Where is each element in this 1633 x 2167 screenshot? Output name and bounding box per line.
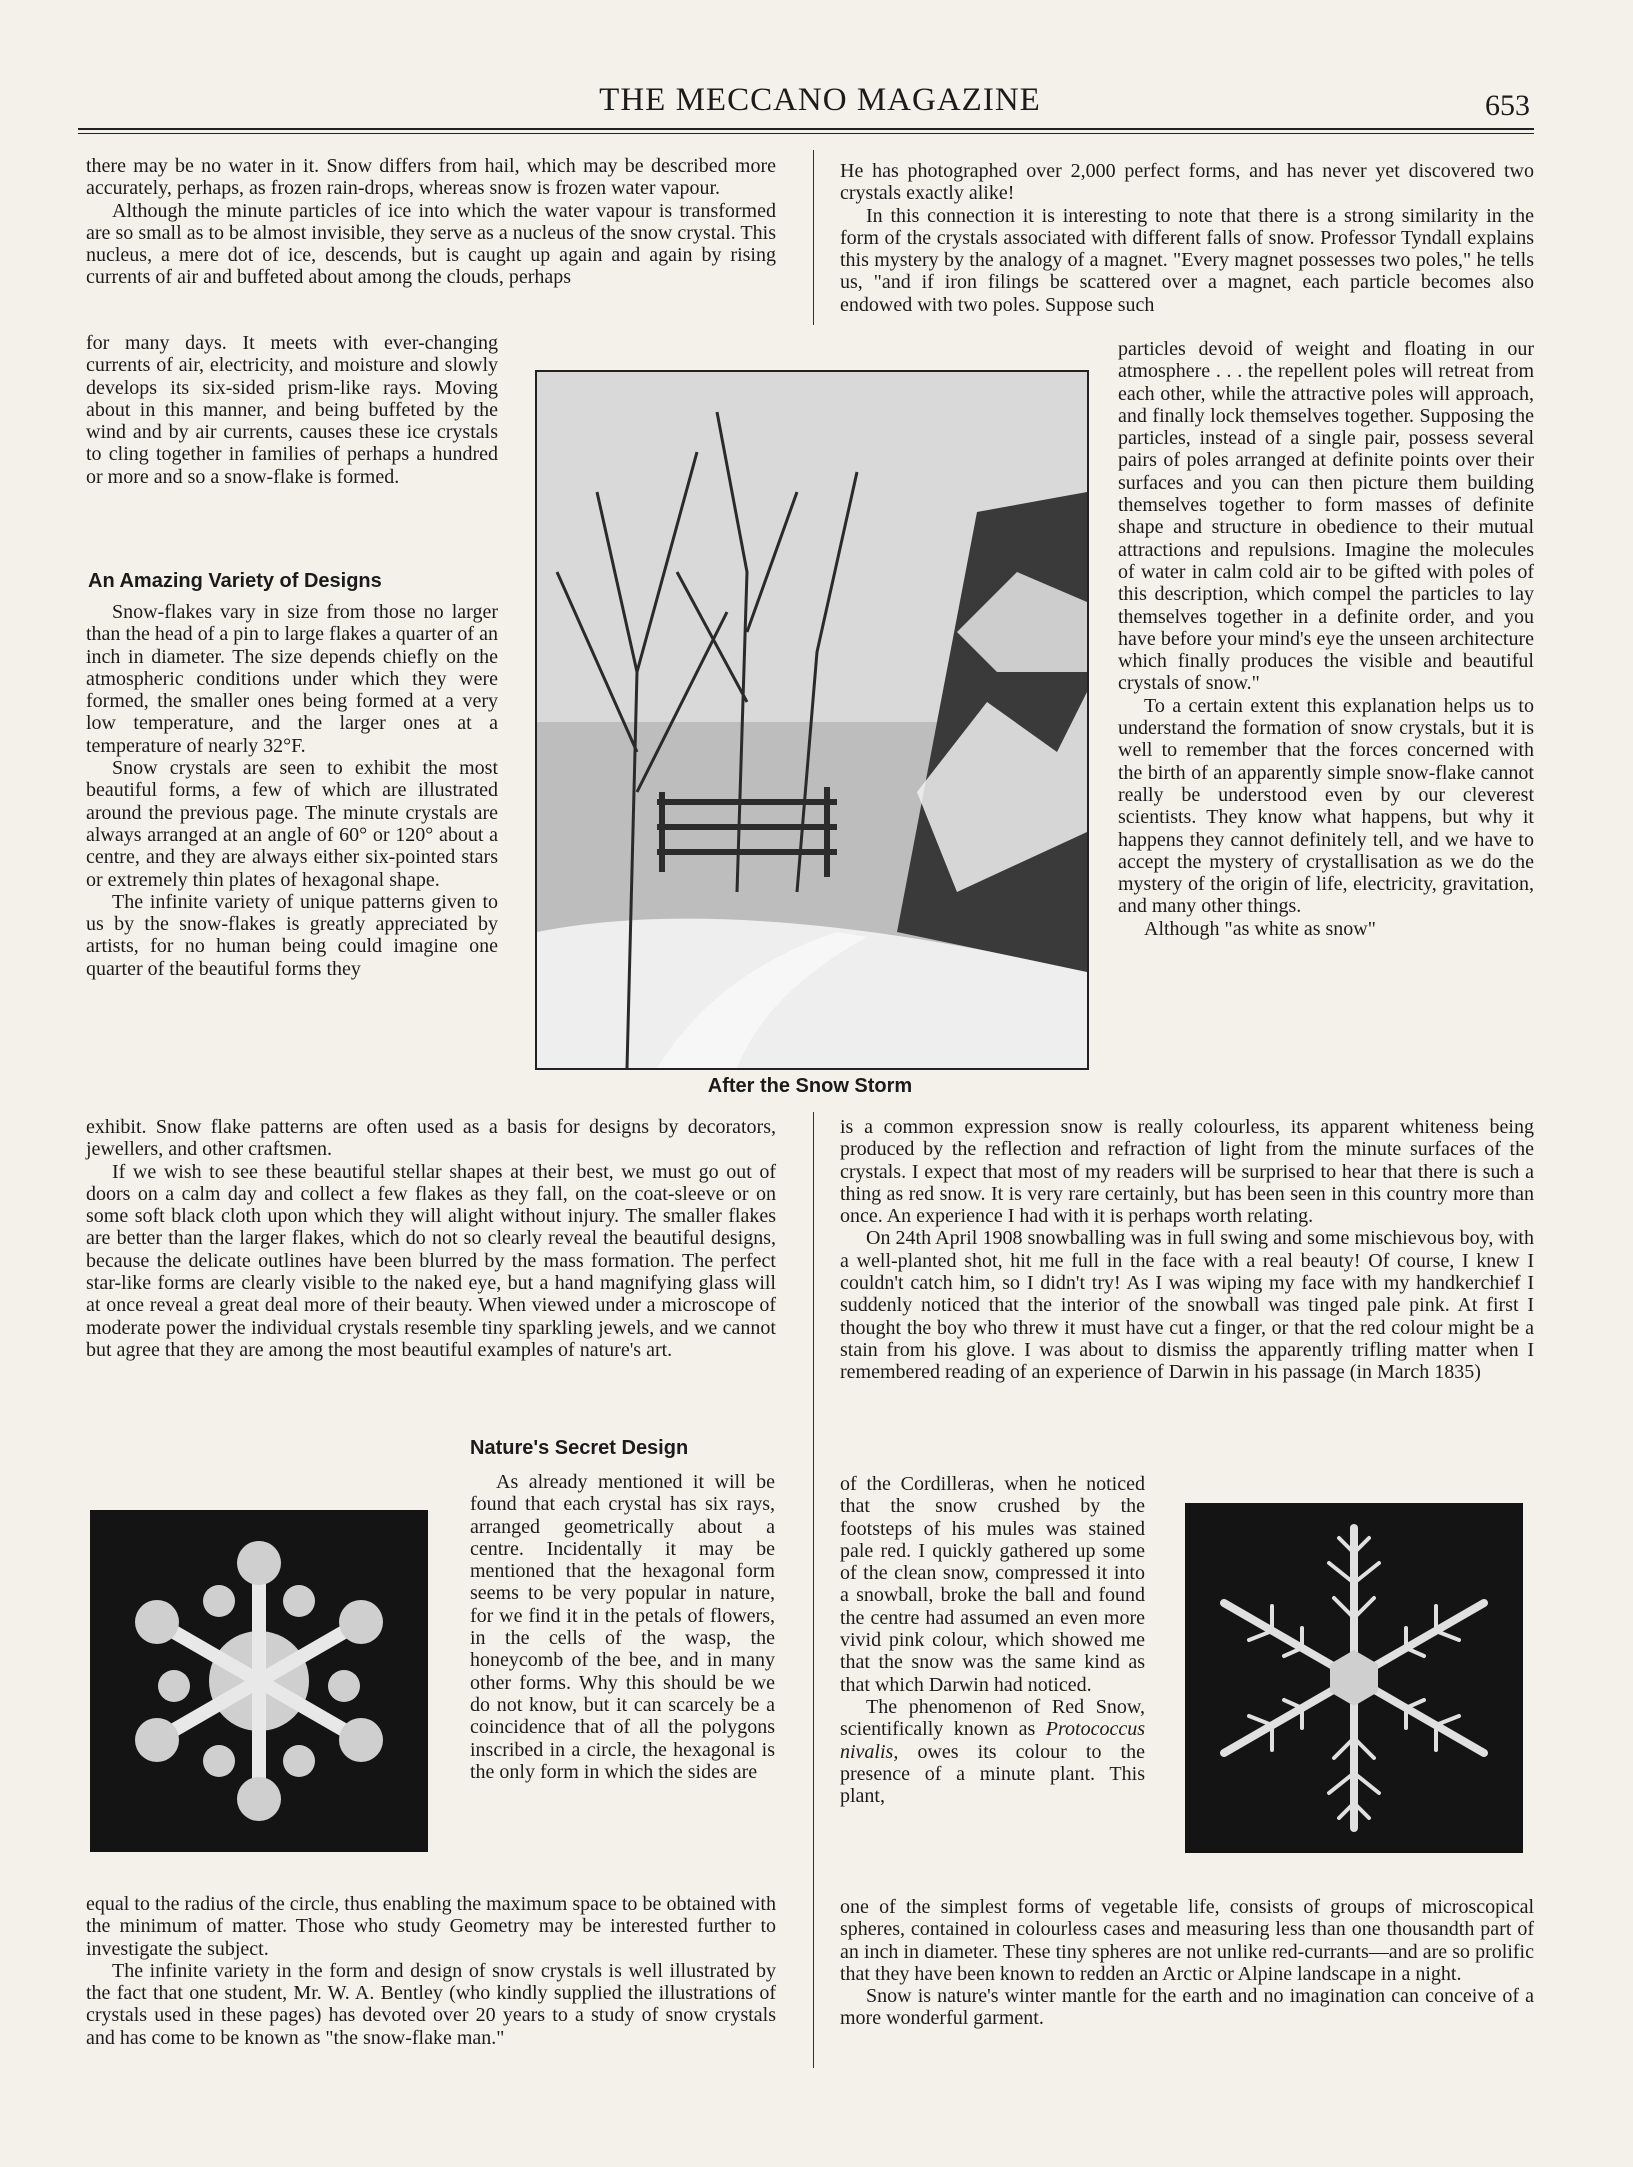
paragraph: Snow-flakes vary in size from those no larger than the head of a pin to large flakes a quarter of an inch in diameter. The size depends chiefly on the atmospheric conditions under which they were formed, the smaller ones being formed at a very low temperature, and the larger ones at a temperature of nearly 32°F. — [86, 601, 498, 757]
exhibit-block — [86, 1116, 776, 1361]
paragraph: Snow is nature's winter mantle for the earth and no imagination can conceive of a more wonderful garment. — [840, 1985, 1534, 2030]
snow-storm-photo — [535, 370, 1089, 1070]
paragraph: On 24th April 1908 snowballing was in full swing and some mischievous boy, with a well-planted shot, hit me full in the face with a real beauty! Of course, I knew I couldn't catch him, so I didn't try! As I was wiping my face with my handkerchief I suddenly noticed that the interior of the snowball was tinged pale pink. At first I thought the boy who threw it must have cut a finger, or that the red colour might be a stain from his glove. I was about to dismiss the apparently trifling matter when I remembered reading of an experience of Darwin in his passage (in March 1835) — [840, 1227, 1534, 1384]
column-divider-top — [813, 150, 814, 325]
paragraph: of the Cordilleras, when he noticed that the snow crushed by the footsteps of his mules was stained pale red. I quickly gathered up some of the clean snow, compressed it into a snowball, broke the ball and found the centre had assumed an even more vivid pink colour, which showed me that the snow was the same kind as that which Darwin had noticed. — [840, 1473, 1145, 1696]
right-top-block — [840, 160, 1534, 316]
secret-narrow-block — [470, 1471, 775, 1783]
paragraph: for many days. It meets with ever-changing currents of air, electricity, and moisture and slowly develops its six-sided prism-like rays. Moving about in this manner, and being buffeted by the wind and by air currents, causes these ice crystals to cling together in families of perhaps a hundred or more and so a snow-flake is formed. — [86, 332, 498, 488]
header-rule-thin — [78, 133, 1534, 134]
darwin-narrow-block — [840, 1473, 1145, 1807]
paragraph: As already mentioned it will be found that each crystal has six rays, arranged geometrically about a centre. Incidentally it may be mentioned that the hexagonal form seems to be very popular in nature, for we find it in the petals of flowers, in the cells of the wasp, the honeycomb of the bee, and in many other forms. Why this should be we do not know, but it can scarcely be a coincidence that of all the polygons inscribed in a circle, the hexagonal is the only form in which the sides are — [470, 1471, 775, 1783]
section-heading-variety: An Amazing Variety of Designs — [88, 570, 382, 592]
paragraph: equal to the radius of the circle, thus enabling the maximum space to be obtained with the minimum of matter. Those who study Geometry may be interested further to investigate the subject. — [86, 1893, 776, 1960]
paragraph: The infinite variety of unique patterns given to us by the snow-flakes is greatly appreciated by artists, for no human being could imagine one quarter of the beautiful forms they — [86, 890, 498, 980]
snow-crystal-image-right — [1185, 1503, 1523, 1853]
right-narrow-block — [1118, 338, 1534, 940]
variety-block — [86, 601, 498, 980]
paragraph: Snow crystals are seen to exhibit the most beautiful forms, a few of which are illustrated around the previous page. The minute crystals are always arranged at an angle of 60° or 120° about a centre, and they are always either six-pointed stars or extremely thin plates of hexagonal shape. — [86, 757, 498, 891]
magazine-title: THE MECCANO MAGAZINE — [599, 82, 1041, 118]
paragraph — [840, 1696, 1145, 1807]
latin-name: Protococcus nivalis, — [840, 1718, 1145, 1763]
left-intro-block — [86, 155, 776, 289]
left-narrow-block — [86, 332, 498, 488]
section-heading-secret: Nature's Secret Design — [470, 1437, 689, 1459]
paragraph: is a common expression snow is really colourless, its apparent whiteness being produced by the reflection and refraction of light from the minute surfaces of the crystals. I expect that most of my readers will be surprised to hear that there is such a thing as red snow. It is very rare certainly, but has been seen in this country more than once. An experience I had with it is perhaps worth relating. — [840, 1116, 1534, 1228]
right-bottom-block — [840, 1896, 1534, 2030]
paragraph: there may be no water in it. Snow differs from hail, which may be described more accurately, perhaps, as frozen rain-drops, whereas snow is frozen water vapour. — [86, 155, 776, 200]
paragraph: exhibit. Snow flake patterns are often used as a basis for designs by decorators, jewellers, and other craftsmen. — [86, 1116, 776, 1161]
text-run: The phenomenon of Red Snow, scientifically known as — [840, 1695, 1145, 1741]
paragraph: The infinite variety in the form and design of snow crystals is well illustrated by the fact that one student, Mr. W. A. Bentley (who kindly supplied the illustrations of crystals used in these pages) has devoted over 20 years to a study of snow crystals and has come to be known as "the snow-flake man." — [86, 1959, 776, 2049]
paragraph: one of the simplest forms of vegetable life, consists of groups of microscopical spheres, contained in colourless cases and measuring less than one thousandth part of an inch in diameter. These tiny spheres are not unlike red-currants—and are so prolific that they have been known to redden an Arctic or Alpine landscape in a night. — [840, 1896, 1534, 1985]
header-rule — [78, 128, 1534, 130]
column-divider-bottom — [813, 1112, 814, 2068]
paragraph: Although the minute particles of ice into which the water vapour is transformed are so small as to be almost invisible, they serve as a nucleus of the snow crystal. This nucleus, a mere dot of ice, descends, but is caught up again and again by rising currents of air and buffeted about among the clouds, perhaps — [86, 199, 776, 289]
photo-caption: After the Snow Storm — [707, 1075, 913, 1097]
secret-wide-block — [86, 1893, 776, 2049]
snow-crystal-image-left — [90, 1510, 428, 1852]
paragraph: He has photographed over 2,000 perfect forms, and has never yet discovered two crystals exactly alike! — [840, 160, 1534, 205]
paragraph: In this connection it is interesting to note that there is a strong similarity in the form of the crystals associated with different falls of snow. Professor Tyndall explains this mystery by the analogy of a magnet. "Every magnet possesses two poles," he tells us, "and if iron filings be scattered over a magnet, each particle becomes also endowed with two poles. Suppose such — [840, 204, 1534, 316]
right-wide-block — [840, 1116, 1534, 1384]
text-run: owes its colour to the presence of a minute plant. This plant, — [840, 1740, 1145, 1808]
paragraph: particles devoid of weight and floating in our atmosphere . . . the repellent poles will retreat from each other, while the attractive poles will approach, and finally lock themselves together. Supposing the particles, instead of a single pair, possess several pairs of poles arranged at definite points over their surfaces and you can then picture them building themselves together to form masses of definite shape and structure in obedience to their mutual attractions and repulsions. Imagine the molecules of water in calm cold air to be gifted with poles of this description, which compel the particles to lay themselves together in a definite order, and you have before your mind's eye the unseen architecture which finally produces the visible and beautiful crystals of snow." — [1118, 338, 1534, 695]
page-number: 653 — [1485, 89, 1530, 122]
paragraph: If we wish to see these beautiful stellar shapes at their best, we must go out of doors on a calm day and collect a few flakes as they fall, on the coat-sleeve or on some soft black cloth upon which they will alight without injury. The smaller flakes are better than the larger flakes, which do not so clearly reveal the beautiful designs, because the delicate outlines have been blurred by the mass formation. The perfect star-like forms are clearly visible to the naked eye, but a hand magnifying glass will at once reveal a great deal more of their beauty. When viewed under a microscope of moderate power the individual crystals resemble tiny sparkling jewels, and we cannot but agree that they are among the most beautiful examples of nature's art. — [86, 1160, 776, 1361]
paragraph: Although "as white as snow" — [1144, 917, 1376, 940]
paragraph: To a certain extent this explanation helps us to understand the formation of snow crystals, but it is well to remember that the forces concerned with the birth of an apparently simple snow-flake cannot really be understood even by our cleverest scientists. They know what happens, but why it happens they cannot definitely tell, and we have to accept the mystery of crystallisation as we do the mystery of the origin of life, electricity, gravitation, and many other things. — [1118, 694, 1534, 918]
